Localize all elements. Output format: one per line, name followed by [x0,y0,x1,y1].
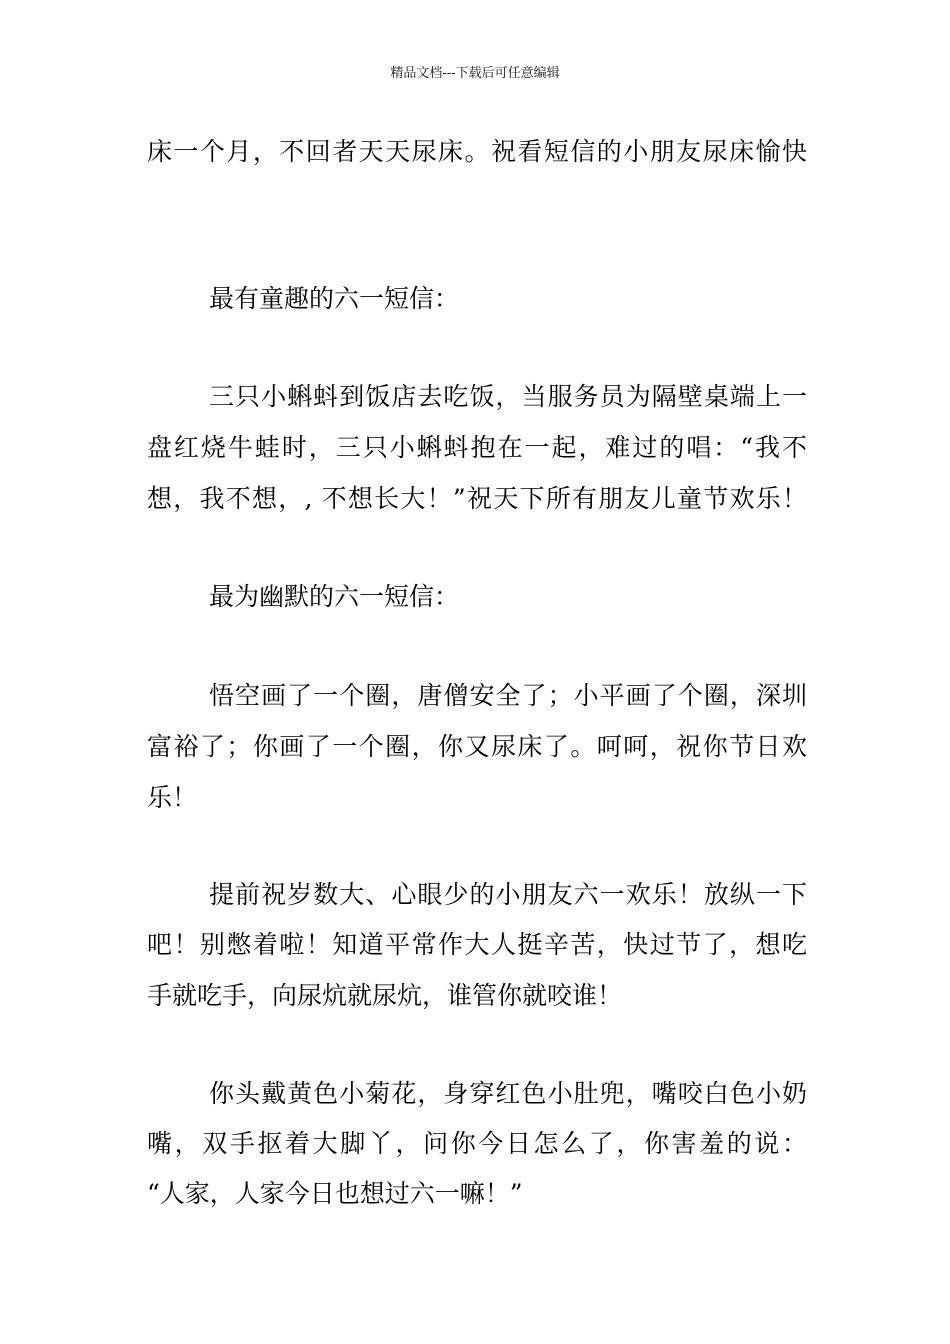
text-line: 提前祝岁数大、心眼少的小朋友六一欢乐！放纵一下 [209,880,807,909]
text-line: 吧！别憋着啦！知道平常作大人挺辛苦，快过节了，想吃 [147,930,807,959]
text-line: 床一个月，不回者天天尿床。祝看短信的小朋友尿床愉快 [147,137,807,166]
text-line: 想，我不想，, 不想长大！”祝天下所有朋友儿童节欢乐！ [147,484,807,513]
section-heading: 最为幽默的六一短信： [209,582,460,611]
text-line: 三只小蝌蚪到饭店去吃饭，当服务员为隔壁桌端上一 [209,382,807,411]
text-line: 悟空画了一个圈，唐僧安全了；小平画了个圈，深圳 [209,681,807,710]
text-line: 富裕了；你画了一个圈，你又尿床了。呵呵，祝你节日欢 [147,732,807,761]
text-line: 乐！ [147,783,198,812]
text-line: 手就吃手，向尿炕就尿炕，谁管你就咬谁！ [147,981,623,1010]
page-header: 精品文档---下载后可任意编辑 [390,66,560,81]
text-line: 盘红烧牛蛙时，三只小蝌蚪抱在一起，难过的唱：“我不 [147,433,807,462]
text-line: 嘴，双手抠着大脚丫，问你今日怎么了，你害羞的说： [147,1129,807,1158]
text-line: “人家，人家今日也想过六一嘛！” [147,1179,523,1208]
section-heading: 最有童趣的六一短信： [209,284,460,313]
text-line: 你头戴黄色小菊花，身穿红色小肚兜，嘴咬白色小奶 [209,1079,807,1108]
